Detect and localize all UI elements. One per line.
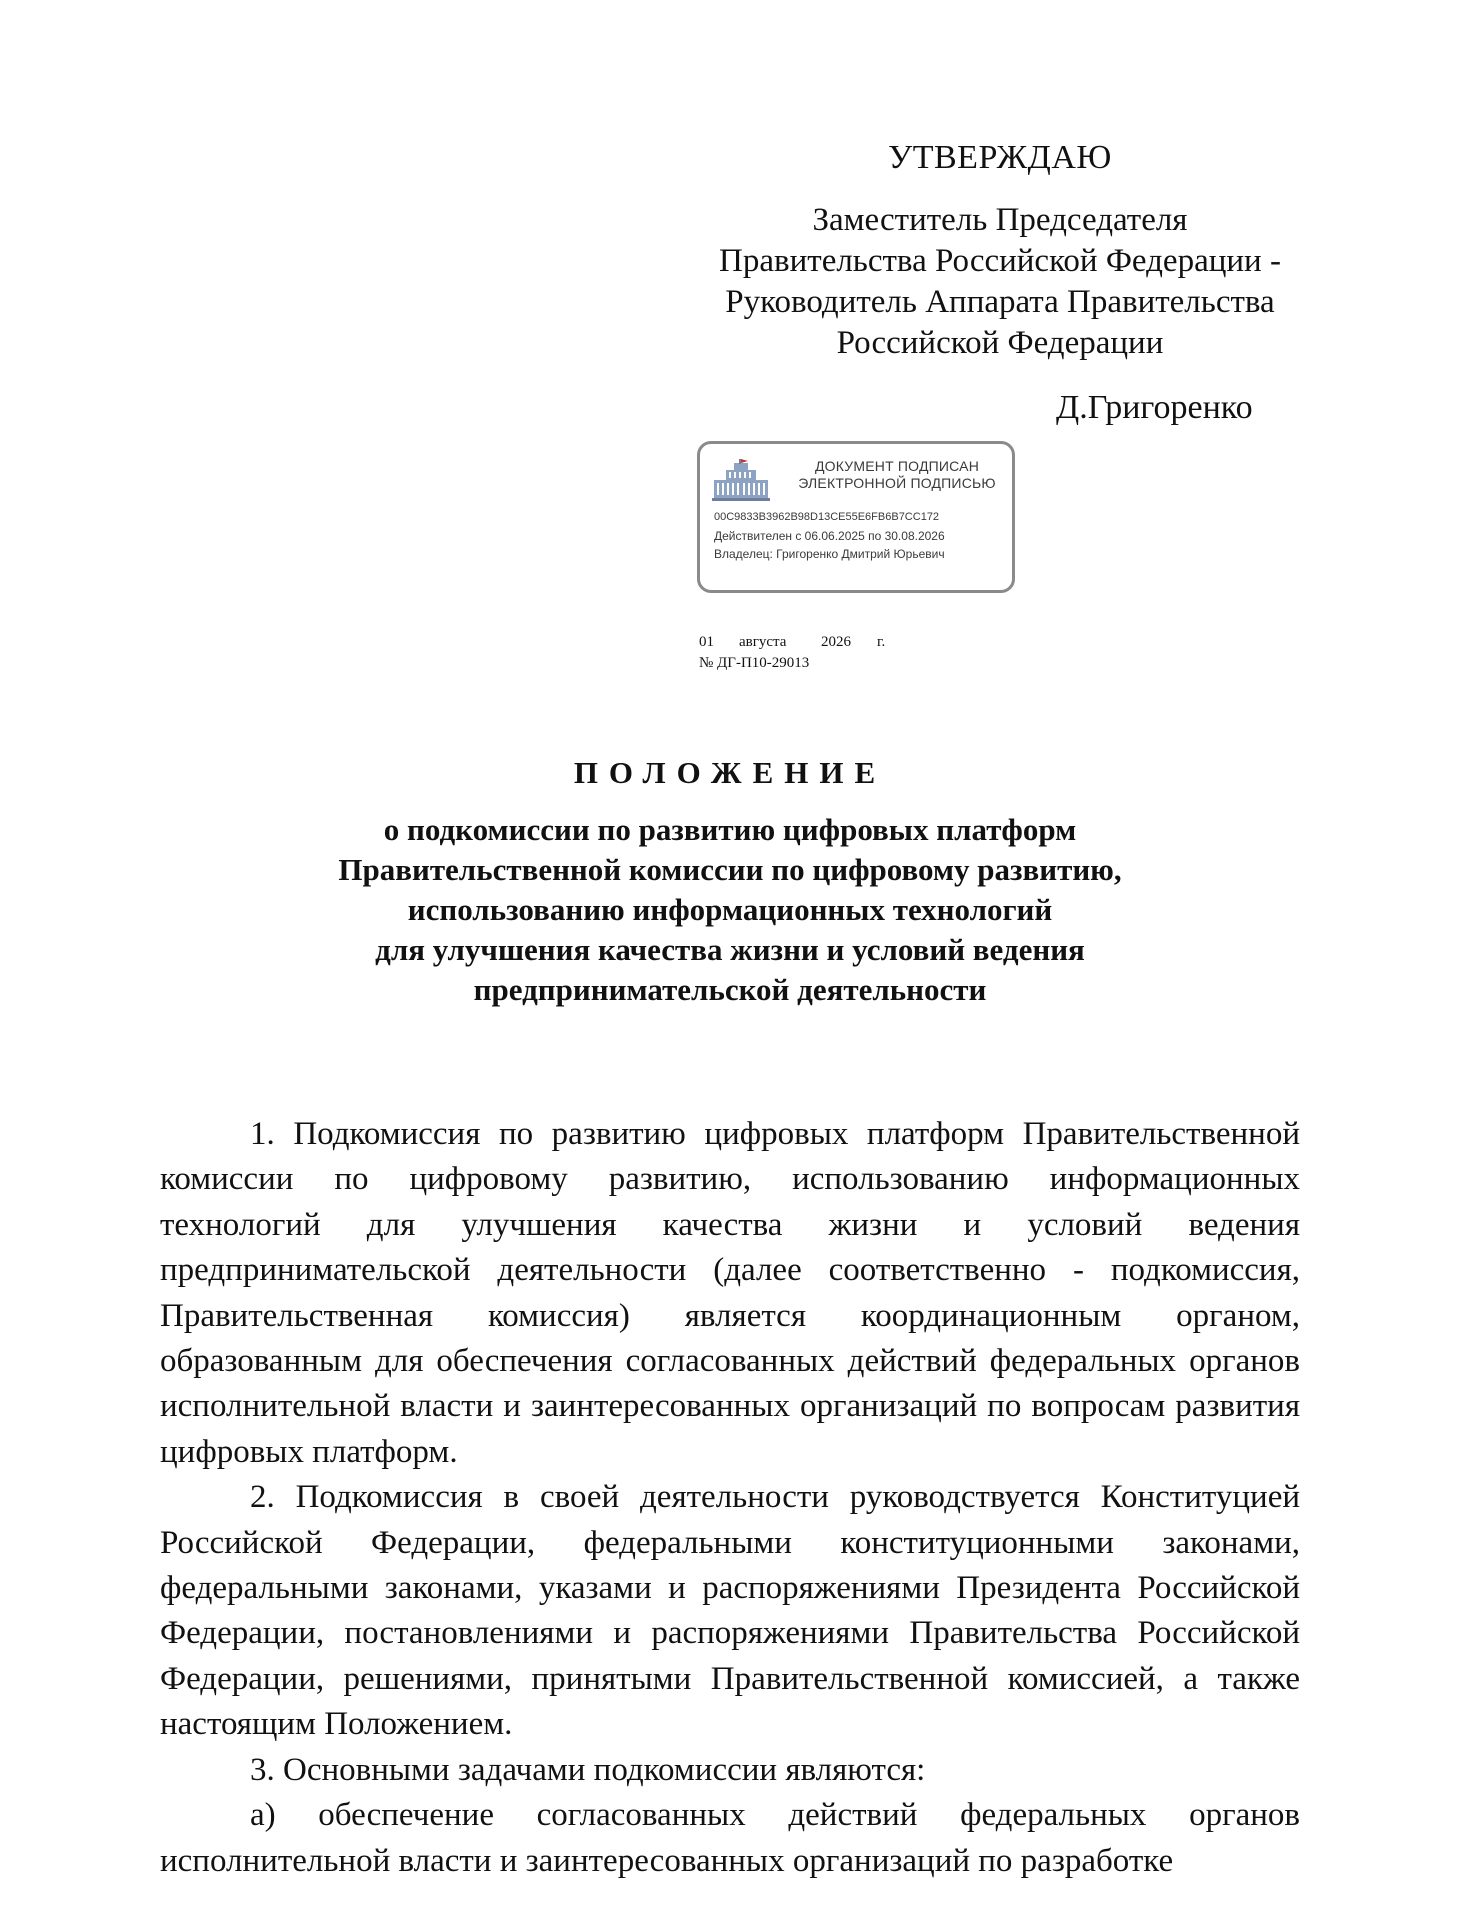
stamp-owner: Владелец: Григоренко Дмитрий Юрьевич — [714, 547, 945, 561]
registration-year-suffix: г. — [877, 634, 886, 650]
registration-month: августа — [739, 634, 787, 650]
registration-day: 01 — [699, 634, 714, 650]
stamp-certificate: 00C9833B3962B98D13CE55E6FB6B7CC172 — [714, 511, 940, 523]
paragraph-1: 1. Подкомиссия по развитию цифровых платформ Правительственной комиссии по цифровому развитию, использованию информационных технологий для улучшения качества жизни и условий ведения предпринимательской деятельности (далее соответственно - подкомиссия, Правительственная комиссия) является координационным органом, образованным для обеспечения согласованных действий федеральных органов исполнительной власти и заинтересованных организаций по вопросам развития цифровых платформ. — [160, 1116, 1300, 1470]
approver-position-line: Российской Федерации — [836, 325, 1164, 361]
approver-position-line: Правительства Российской Федерации - — [719, 243, 1281, 279]
document-body — [160, 1112, 1300, 1884]
paragraph-3a: а) обеспечение согласованных действий федеральных органов исполнительной власти и заинтересованных организаций по разработке — [160, 1797, 1300, 1879]
subtitle-line: о подкомиссии по развитию цифровых платформ — [383, 812, 1077, 847]
document-subtitle — [0, 810, 1460, 1010]
stamp-title — [782, 458, 1012, 492]
approver-name: Д.Григоренко — [1056, 389, 1253, 426]
government-house-icon — [712, 458, 770, 502]
stamp-validity: Действителен с 06.06.2025 по 30.08.2026 — [714, 529, 945, 543]
approver-position-line: Руководитель Аппарата Правительства — [725, 284, 1275, 320]
electronic-signature-stamp — [697, 441, 1015, 593]
registration-block — [699, 632, 885, 674]
document-title: ПОЛОЖЕНИЕ — [573, 755, 887, 790]
subtitle-line: Правительственной комиссии по цифровому развитию, — [338, 852, 1122, 887]
approver-position — [640, 200, 1360, 364]
paragraph-3: 3. Основными задачами подкомиссии являются: — [250, 1751, 926, 1788]
approve-word: УТВЕРЖДАЮ — [888, 139, 1112, 176]
stamp-title-line: ЭЛЕКТРОННОЙ ПОДПИСЬЮ — [798, 475, 996, 491]
paragraph-2: 2. Подкомиссия в своей деятельности руководствуется Конституцией Российской Федерации, федеральными конституционными законами, федеральными законами, указами и распоряжениями Президента Российской Федерации, постановлениями и распоряжениями Правительства Российской Федерации, решениями, принятыми Правительственной комиссией, а также настоящим Положением. — [160, 1479, 1300, 1743]
registration-year: 2026 — [821, 634, 851, 650]
stamp-title-line: ДОКУМЕНТ ПОДПИСАН — [814, 458, 980, 474]
subtitle-line: предпринимательской деятельности — [473, 972, 987, 1007]
subtitle-line: использованию информационных технологий — [407, 892, 1053, 927]
registration-number: № ДГ-П10-29013 — [699, 655, 810, 671]
approval-block — [640, 138, 1360, 364]
approver-position-line: Заместитель Председателя — [812, 202, 1188, 238]
registration-date — [699, 632, 885, 653]
subtitle-line: для улучшения качества жизни и условий ведения — [375, 932, 1085, 967]
